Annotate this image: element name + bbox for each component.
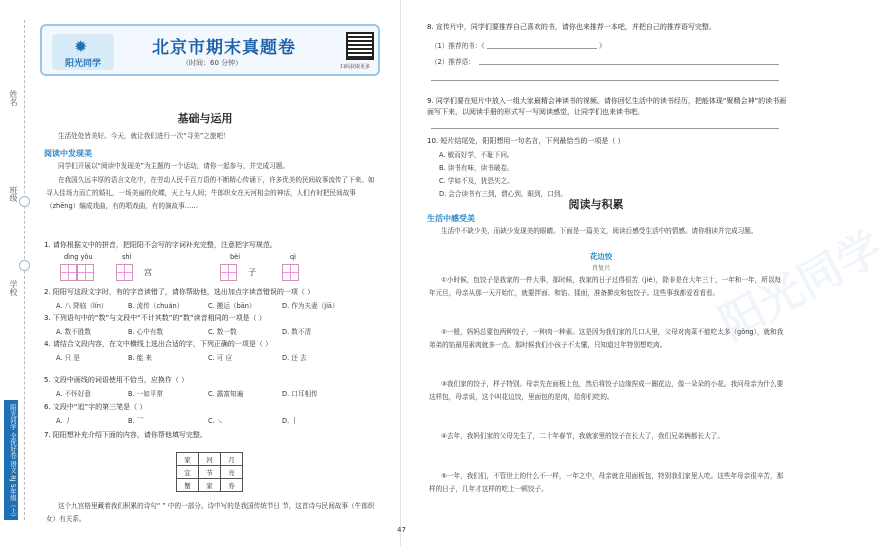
writing-boxes bbox=[46, 264, 356, 282]
question-2: 2. 阳阳写这段文字时，有的字音读错了，请你帮助他，选出加点字读音错误的一项（ ） bbox=[44, 288, 315, 296]
school-label: 学校 bbox=[9, 280, 18, 296]
name-label: 姓名 bbox=[9, 90, 18, 106]
q3-option[interactable]: A. 数不胜数 bbox=[56, 328, 91, 336]
reading-intro: 生活中不缺少美，而缺少发现美的眼睛。下面是一篇美文，阅读后感受生活中的情感。请你细读并完成习题。 bbox=[441, 227, 758, 235]
q4-option[interactable]: C. 可 应 bbox=[208, 354, 233, 362]
q2-option[interactable]: B. 流传（chuán） bbox=[128, 302, 184, 310]
header-banner bbox=[40, 24, 380, 76]
story-paragraph-3: ③我们家的饺子，样子特别。母亲先在面板上包，然后将饺子边缘捏成一圈花边，像一朵朵的小花。我问母亲为什么要这样包，母亲说，这个叫花边饺，里面包的是肉，给你们吃的。 bbox=[429, 380, 784, 401]
q5-option[interactable]: A. 不怀好意 bbox=[56, 390, 91, 398]
grid-cell: 券 bbox=[221, 479, 243, 492]
q7-fill-text[interactable]: 这个九宫格里藏着我们积累的诗句“ ” 中的一部分。诗中写的是我国传统节日 节，这首诗与民间故事（牛郎织女）有关系。 bbox=[46, 502, 375, 523]
q6-option[interactable]: C. ㇏ bbox=[208, 417, 224, 425]
question-3: 3. 下列语句中的“数”与文段中“不计其数”的“数”读音相同的一项是（ ） bbox=[44, 314, 266, 322]
q4-option[interactable]: B. 能 来 bbox=[128, 354, 152, 362]
q10-option[interactable]: D. 会合读书有三到，谓心到，眼到，口到。 bbox=[439, 190, 567, 198]
right-page bbox=[397, 0, 891, 546]
question-8: 8. 宣传片中，同学们要推荐自己喜欢的书，请你也来推荐一本吧，并把自己的推荐语写完整。 bbox=[427, 23, 716, 31]
binding-strip bbox=[0, 0, 34, 546]
qr-caption: 扫码获取更多 bbox=[340, 64, 371, 70]
book-field-end: 》 bbox=[599, 42, 606, 50]
grid-cell: 家 bbox=[177, 453, 199, 466]
qr-code-icon[interactable] bbox=[346, 32, 374, 60]
subhead-feel: 生活中感受美 bbox=[427, 214, 475, 223]
grid-cell: 宜 bbox=[177, 466, 199, 479]
q5-option[interactable]: B. 一如平常 bbox=[128, 390, 164, 398]
q3-option[interactable]: B. 心中有数 bbox=[128, 328, 164, 336]
q6-option[interactable]: D. 丨 bbox=[282, 417, 298, 425]
grid-cell: 河 bbox=[199, 453, 221, 466]
q3-option[interactable]: C. 数一数 bbox=[208, 328, 237, 336]
q6-option[interactable]: A. 丿 bbox=[56, 417, 72, 425]
time-limit: （时间：60 分钟） bbox=[182, 59, 243, 67]
question-7: 7. 阳阳想补充介绍下面的内容，请你帮他填写完整。 bbox=[44, 431, 207, 439]
q2-option[interactable]: D. 作为夫妻（jiā） bbox=[282, 302, 339, 310]
q3-option[interactable]: D. 数不清 bbox=[282, 328, 312, 336]
q2-option[interactable]: A. 八 降临（lín） bbox=[56, 302, 108, 310]
recommend-input[interactable] bbox=[479, 64, 779, 65]
binding-ring bbox=[19, 260, 30, 271]
left-page bbox=[0, 0, 400, 546]
story-paragraph-4: ④去年，我妈们家的父母先生了，二十年春节，我就家里的饺子在长大了，我们兄弟俩都长大了。 bbox=[441, 432, 724, 440]
story-author: 肖复兴 bbox=[591, 265, 610, 272]
intro-text: 生活处处皆美好。今天，就让我们进行一次“寻美”之旅吧！ bbox=[58, 132, 230, 140]
book-input[interactable] bbox=[487, 48, 597, 49]
grid-cell: 蟹 bbox=[177, 479, 199, 492]
question-4: 4. 请结合文段内容，在文中横线上选出合适的字，下列正确的一项是（ ） bbox=[44, 340, 273, 348]
char-box[interactable] bbox=[77, 264, 94, 281]
passage: 在我国久远丰厚的语言文化中，在劳动人民千百万语的不断精心传诵下，许多优美的民间故事流传了下来。如寻人佳场力而亡的婚礼，一场美丽的化蝶，天上与人间；牛郎织女在天河相会的神话，人们有时把民间故事（zhēng）编成戏曲，有的唱戏曲，有的演故事…… bbox=[46, 176, 375, 210]
class-label: 班级 bbox=[9, 186, 18, 202]
sun-icon: ✹ bbox=[74, 37, 88, 56]
question-6: 6. 文段中“追”字的第三笔是（ ） bbox=[44, 403, 147, 411]
grid-cell: 家 bbox=[199, 479, 221, 492]
char-box[interactable] bbox=[220, 264, 237, 281]
binding-ring bbox=[19, 196, 30, 207]
q2-option[interactable]: C. 搬运（bān） bbox=[208, 302, 256, 310]
page-number: 47 bbox=[397, 526, 406, 534]
subhead-discover: 阅读中发现美 bbox=[44, 149, 92, 158]
question-10: 10. 短片结尾处，阳阳想用一句名言，下列最恰当的一项是（ ） bbox=[427, 137, 625, 145]
given-char: 子 bbox=[248, 268, 256, 277]
char-box[interactable] bbox=[60, 264, 77, 281]
nine-grid bbox=[176, 452, 243, 492]
book-spine: 阳光同学 全优好卷 语文 RJ 5年级（上） bbox=[4, 400, 18, 520]
pinyin: dìng yǒu bbox=[64, 253, 93, 261]
story-paragraph-5: ⑤一年，我们们，不管世上的什么不一样，一年之中，母亲就在用面板包，特别我们家里人吃。这些年母亲很辛苦，那样的日子，几年才这样的吃上一顿饺子。 bbox=[429, 472, 784, 493]
answer-line[interactable] bbox=[431, 128, 779, 129]
pinyin: shì bbox=[122, 253, 132, 261]
question-9: 9. 同学们要在短片中放入一组大家最精会神读书的视频。请你回忆生活中的读书经历，把能体现“聚精会神”的读书画面写下来，以阅读手册的形式写一写阅读感觉，让同学们也来读书吧。 bbox=[427, 97, 787, 116]
section-title-reading: 阅读与积累 bbox=[568, 198, 624, 211]
section-title-basic: 基础与运用 bbox=[177, 112, 233, 125]
question-1: 1. 请你根据文中的拼音，把阳阳不会写的字词补充完整，注意把字写规范。 bbox=[44, 241, 277, 249]
q10-option[interactable]: A. 敏而好学，不耻下问。 bbox=[439, 151, 514, 159]
grid-cell: 月 bbox=[221, 453, 243, 466]
brand-logo: ✹ 阳光同学 bbox=[52, 34, 114, 70]
q6-option[interactable]: B. 乛 bbox=[128, 417, 144, 425]
recommend-input[interactable] bbox=[431, 80, 779, 81]
q4-option[interactable]: D. 还 去 bbox=[282, 354, 307, 362]
q5-option[interactable]: C. 露富知遍 bbox=[208, 390, 244, 398]
story-title: 花边饺 bbox=[589, 252, 613, 261]
watermark: 阳光同学 bbox=[711, 222, 891, 350]
story-paragraph-2: ②一般，妈妈总要包两种饺子，一种肉一种素。这是因为我们家的几口人里，父母对肉菜不能吃太多（gǒng），就和我弟弟的馅最用素肉就多一点。那时候我们小孩子不太懂，只知道过年特别想吃肉。 bbox=[429, 328, 784, 349]
q4-option[interactable]: A. 只 是 bbox=[56, 354, 80, 362]
char-box[interactable] bbox=[116, 264, 133, 281]
story-paragraph-1: ①小时候，包饺子是我家的一件大事，那时候，我家的日子过得很苦（jié），除非是在大年三十，一年和一年，所以每年元旦，母亲从那一天开始忙，就要拌面、和馅、揉面，准备擀皮和包饺子。这些事我都爱看看看。 bbox=[429, 276, 782, 297]
book-field-label: （1）推荐的书：《 bbox=[431, 42, 485, 50]
q10-option[interactable]: C. 学如不及，犹恐失之。 bbox=[439, 177, 514, 185]
char-box[interactable] bbox=[282, 264, 299, 281]
given-char: 宫 bbox=[144, 268, 152, 277]
pinyin: bèi bbox=[230, 253, 241, 261]
pinyin: qì bbox=[290, 253, 297, 261]
paragraph-1: 同学们开展以“阅读中发现美”为主题的一个话动，请你一起参与，并完成习题。 bbox=[58, 162, 290, 170]
q5-option[interactable]: D. 口耳相传 bbox=[282, 390, 318, 398]
recommend-label: （2）推荐语： bbox=[431, 58, 475, 66]
question-5: 5. 文段中画线的词语使用不恰当，应换作（ ） bbox=[44, 376, 189, 384]
page-title: 北京市期末真题卷 bbox=[152, 38, 296, 58]
q10-option[interactable]: B. 读书有味，读书破卷。 bbox=[439, 164, 514, 172]
grid-cell: 节 bbox=[199, 466, 221, 479]
grid-cell: 亮 bbox=[221, 466, 243, 479]
